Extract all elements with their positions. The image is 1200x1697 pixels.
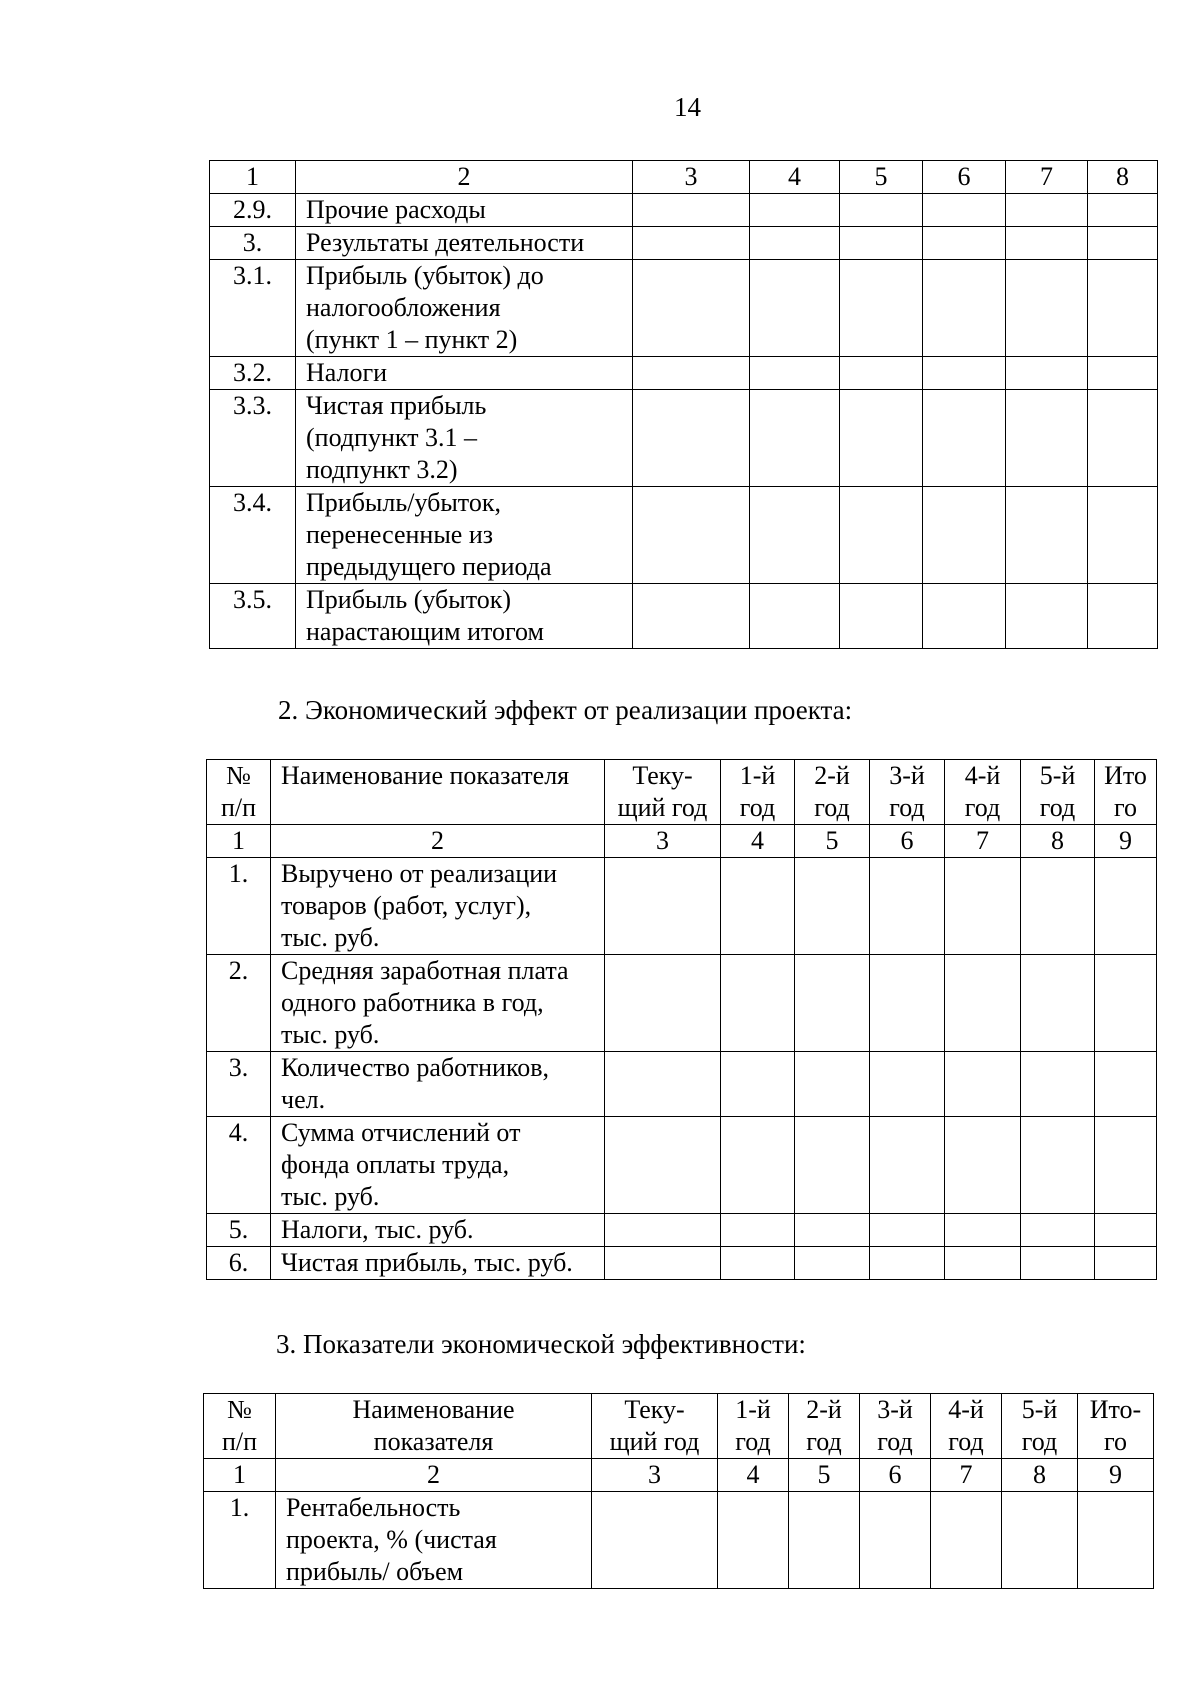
value-cell [840, 487, 923, 584]
column-number-cell: 2 [276, 1459, 592, 1492]
value-cell [945, 955, 1021, 1052]
indicator-name-cell-line: Сумма отчислений от [281, 1118, 521, 1147]
column-header-cell [945, 760, 1021, 825]
column-header-cell-line: 5-й [1039, 761, 1076, 790]
value-cell [1006, 227, 1088, 260]
value-cell [1006, 260, 1088, 357]
row-number-cell: 5. [207, 1214, 271, 1247]
value-cell [633, 357, 750, 390]
table-row [207, 955, 1157, 1052]
indicator-name-cell-line: Прибыль/убыток, [306, 488, 501, 517]
table-row [210, 260, 1158, 357]
column-number-row [204, 1459, 1154, 1492]
value-cell [945, 1117, 1021, 1214]
value-cell [931, 1492, 1002, 1589]
table-row [210, 357, 1158, 390]
value-cell [923, 194, 1006, 227]
indicator-name-cell-line: Количество работников, [281, 1053, 550, 1082]
value-cell [1006, 487, 1088, 584]
column-number-cell: 8 [1021, 825, 1095, 858]
column-number-cell: 5 [789, 1459, 860, 1492]
column-number-cell: 7 [945, 825, 1021, 858]
value-cell [605, 1247, 721, 1280]
value-cell [840, 260, 923, 357]
value-cell [721, 1214, 795, 1247]
table-row [207, 858, 1157, 955]
indicator-name-cell-line: тыс. руб. [281, 923, 380, 952]
table-row [210, 487, 1158, 584]
indicator-name-cell-line: товаров (работ, услуг), [281, 891, 532, 920]
indicator-name-cell [296, 227, 633, 260]
value-cell [840, 584, 923, 649]
table-row [207, 1247, 1157, 1280]
value-cell [945, 1214, 1021, 1247]
column-header-cell [721, 760, 795, 825]
column-header-cell-line: год [964, 793, 1001, 822]
column-header-cell-line: Теку- [624, 1395, 685, 1424]
column-header-cell-line: 2-й [814, 761, 850, 790]
value-cell [1088, 194, 1158, 227]
column-number-cell: 8 [1002, 1459, 1078, 1492]
table-row [207, 1052, 1157, 1117]
value-cell [1095, 1052, 1157, 1117]
indicator-name-cell-line: Результаты деятельности [306, 228, 585, 257]
indicator-name-cell-line: тыс. руб. [281, 1182, 380, 1211]
value-cell [795, 1117, 870, 1214]
indicator-name-cell-line: фонда оплаты труда, [281, 1150, 510, 1179]
indicator-name-cell-line: чел. [281, 1085, 326, 1114]
column-header-cell-line: 5-й [1021, 1395, 1058, 1424]
column-header-cell-line: год [806, 1427, 842, 1456]
column-number-cell: 3 [592, 1459, 718, 1492]
column-header-cell [271, 760, 605, 825]
column-number-cell: 6 [923, 161, 1006, 194]
value-cell [1021, 1214, 1095, 1247]
column-number-cell: 2 [271, 825, 605, 858]
column-header-cell-line: 4-й [948, 1395, 984, 1424]
column-header-cell [931, 1394, 1002, 1459]
table-row [204, 1492, 1154, 1589]
section-3-heading: 3. Показатели экономической эффективности: [276, 1329, 806, 1359]
value-cell [633, 390, 750, 487]
value-cell [840, 357, 923, 390]
value-cell [605, 1117, 721, 1214]
value-cell [1088, 260, 1158, 357]
row-number-cell: 3.1. [210, 260, 296, 357]
indicator-name-cell [271, 1247, 605, 1280]
column-number-cell: 2 [296, 161, 633, 194]
value-cell [795, 1247, 870, 1280]
column-header-cell-line: год [1039, 793, 1076, 822]
column-number-row [210, 161, 1158, 194]
value-cell [750, 227, 840, 260]
column-header-cell-line: 3-й [877, 1395, 913, 1424]
value-cell [1095, 955, 1157, 1052]
value-cell [718, 1492, 789, 1589]
indicator-name-cell-line: Чистая прибыль, тыс. руб. [281, 1248, 573, 1277]
row-number-cell: 3. [210, 227, 296, 260]
indicator-name-cell-line: тыс. руб. [281, 1020, 380, 1049]
value-cell [721, 1247, 795, 1280]
column-header-cell [204, 1394, 276, 1459]
value-cell [870, 1214, 945, 1247]
indicator-name-cell-line: Налоги, тыс. руб. [281, 1215, 474, 1244]
value-cell [592, 1492, 718, 1589]
value-cell [945, 858, 1021, 955]
indicator-name-cell-line: одного работника в год, [281, 988, 544, 1017]
value-cell [721, 955, 795, 1052]
value-cell [1088, 227, 1158, 260]
column-header-cell-line: год [877, 1427, 913, 1456]
indicator-name-cell [271, 1052, 605, 1117]
value-cell [1021, 1117, 1095, 1214]
column-header-cell-line: Наименование показателя [281, 761, 570, 790]
column-header-cell-line: го [1103, 1427, 1128, 1456]
column-number-cell: 6 [870, 825, 945, 858]
column-header-cell-line: показателя [373, 1427, 494, 1456]
value-cell [1021, 1052, 1095, 1117]
indicator-name-cell-line: Средняя заработная плата [281, 956, 569, 985]
value-cell [633, 260, 750, 357]
column-header-cell-line: год [948, 1427, 984, 1456]
value-cell [721, 1052, 795, 1117]
table-row [210, 194, 1158, 227]
value-cell [870, 858, 945, 955]
column-header-cell [795, 760, 870, 825]
row-number-cell: 6. [207, 1247, 271, 1280]
indicator-name-cell-line: Прибыль (убыток) до [306, 261, 544, 290]
column-header-cell-line: 2-й [806, 1395, 842, 1424]
indicator-name-cell [296, 194, 633, 227]
value-cell [750, 390, 840, 487]
value-cell [633, 227, 750, 260]
column-header-cell-line: п/п [221, 1427, 258, 1456]
value-cell [870, 1117, 945, 1214]
value-cell [633, 584, 750, 649]
value-cell [1021, 858, 1095, 955]
indicator-name-cell [276, 1492, 592, 1589]
indicator-name-cell-line: Прибыль (убыток) [306, 585, 512, 614]
value-cell [750, 260, 840, 357]
column-number-cell: 4 [721, 825, 795, 858]
column-number-cell: 1 [210, 161, 296, 194]
value-cell [721, 1117, 795, 1214]
indicator-name-cell [271, 858, 605, 955]
indicator-name-cell-line: (пункт 1 – пункт 2) [306, 325, 518, 354]
column-number-cell: 1 [207, 825, 271, 858]
row-number-cell: 3.4. [210, 487, 296, 584]
value-cell [795, 858, 870, 955]
column-header-cell-line: Ито- [1089, 1395, 1142, 1424]
row-number-cell: 3.3. [210, 390, 296, 487]
column-number-cell: 7 [1006, 161, 1088, 194]
value-cell [840, 390, 923, 487]
value-cell [1002, 1492, 1078, 1589]
value-cell [750, 487, 840, 584]
column-number-cell: 9 [1078, 1459, 1154, 1492]
column-header-cell [1002, 1394, 1078, 1459]
indicator-name-cell-line: (подпункт 3.1 – [306, 423, 478, 452]
value-cell [605, 858, 721, 955]
row-number-cell: 3. [207, 1052, 271, 1117]
indicator-name-cell-line: Рентабельность [286, 1493, 461, 1522]
column-header-cell-line: п/п [220, 793, 257, 822]
indicator-name-cell [296, 357, 633, 390]
column-number-cell: 7 [931, 1459, 1002, 1492]
indicator-name-cell [296, 260, 633, 357]
row-number-cell: 2.9. [210, 194, 296, 227]
indicator-name-cell-line: проекта, % (чистая [286, 1525, 497, 1554]
value-cell [1006, 584, 1088, 649]
financial-results-table [209, 160, 1158, 649]
column-header-cell [860, 1394, 931, 1459]
value-cell [923, 227, 1006, 260]
value-cell [605, 955, 721, 1052]
value-cell [1088, 584, 1158, 649]
column-number-cell: 5 [840, 161, 923, 194]
column-header-cell [1095, 760, 1157, 825]
value-cell [721, 858, 795, 955]
column-header-cell-line: № [226, 761, 251, 790]
row-number-cell: 3.2. [210, 357, 296, 390]
column-number-row [207, 825, 1157, 858]
indicator-name-cell [271, 1214, 605, 1247]
table-row [210, 584, 1158, 649]
column-header-cell-line: 1-й [735, 1395, 771, 1424]
indicator-name-cell-line: Прочие расходы [306, 195, 486, 224]
column-header-cell [1021, 760, 1095, 825]
row-number-cell: 3.5. [210, 584, 296, 649]
value-cell [750, 194, 840, 227]
column-header-cell-line: щий год [609, 1427, 700, 1456]
column-number-cell: 5 [795, 825, 870, 858]
value-cell [795, 1214, 870, 1247]
table-row [210, 390, 1158, 487]
value-cell [750, 357, 840, 390]
column-header-cell-line: год [814, 793, 850, 822]
page-number: 14 [674, 92, 701, 122]
column-number-cell: 6 [860, 1459, 931, 1492]
value-cell [870, 1052, 945, 1117]
value-cell [795, 1052, 870, 1117]
row-number-cell: 1. [204, 1492, 276, 1589]
column-header-cell-line: год [735, 1427, 771, 1456]
indicator-name-cell-line: Налоги [306, 358, 388, 387]
column-header-cell [605, 760, 721, 825]
value-cell [1006, 390, 1088, 487]
indicator-name-cell [271, 1117, 605, 1214]
table-row [210, 227, 1158, 260]
column-number-cell: 4 [718, 1459, 789, 1492]
column-header-cell [718, 1394, 789, 1459]
value-cell [860, 1492, 931, 1589]
value-cell [923, 357, 1006, 390]
column-header-cell-line: 3-й [889, 761, 925, 790]
value-cell [1021, 1247, 1095, 1280]
value-cell [945, 1052, 1021, 1117]
value-cell [840, 227, 923, 260]
header-row [207, 760, 1157, 825]
column-header-cell-line: год [739, 793, 776, 822]
column-header-cell-line: 1-й [739, 761, 776, 790]
value-cell [1006, 194, 1088, 227]
economic-effect-table [206, 759, 1157, 1280]
column-header-cell-line: Теку- [632, 761, 693, 790]
value-cell [750, 584, 840, 649]
value-cell [1095, 1214, 1157, 1247]
column-header-cell [207, 760, 271, 825]
indicator-name-cell-line: нарастающим итогом [306, 617, 544, 646]
column-header-cell-line: № [227, 1395, 252, 1424]
column-header-cell-line: год [1021, 1427, 1058, 1456]
column-header-cell [592, 1394, 718, 1459]
column-header-cell-line: 4-й [964, 761, 1001, 790]
value-cell [1006, 357, 1088, 390]
column-number-cell: 3 [633, 161, 750, 194]
indicator-name-cell-line: Выручено от реализации [281, 859, 558, 888]
value-cell [1095, 1117, 1157, 1214]
value-cell [633, 194, 750, 227]
indicator-name-cell-line: Чистая прибыль [306, 391, 487, 420]
value-cell [605, 1214, 721, 1247]
efficiency-indicators-table [203, 1393, 1154, 1589]
value-cell [870, 1247, 945, 1280]
indicator-name-cell-line: налогообложения [306, 293, 501, 322]
indicator-name-cell [296, 487, 633, 584]
indicator-name-cell-line: перенесенные из [306, 520, 494, 549]
indicator-name-cell-line: подпункт 3.2) [306, 455, 458, 484]
indicator-name-cell [296, 584, 633, 649]
value-cell [1088, 390, 1158, 487]
row-number-cell: 2. [207, 955, 271, 1052]
value-cell [923, 260, 1006, 357]
row-number-cell: 1. [207, 858, 271, 955]
table-row [207, 1214, 1157, 1247]
value-cell [605, 1052, 721, 1117]
value-cell [1078, 1492, 1154, 1589]
value-cell [945, 1247, 1021, 1280]
column-header-cell [870, 760, 945, 825]
column-number-cell: 1 [204, 1459, 276, 1492]
indicator-name-cell [271, 955, 605, 1052]
value-cell [1095, 858, 1157, 955]
column-header-cell [789, 1394, 860, 1459]
column-header-cell-line: го [1113, 793, 1138, 822]
section-2-heading: 2. Экономический эффект от реализации проекта: [278, 695, 853, 725]
column-header-cell [1078, 1394, 1154, 1459]
value-cell [633, 487, 750, 584]
column-header-cell [276, 1394, 592, 1459]
column-number-cell: 4 [750, 161, 840, 194]
indicator-name-cell-line: прибыль/ объем [286, 1557, 464, 1586]
indicator-name-cell [296, 390, 633, 487]
value-cell [1021, 955, 1095, 1052]
column-header-cell-line: Наименование [352, 1395, 515, 1424]
value-cell [840, 194, 923, 227]
header-row [204, 1394, 1154, 1459]
column-number-cell: 8 [1088, 161, 1158, 194]
value-cell [923, 584, 1006, 649]
table-row [207, 1117, 1157, 1214]
value-cell [1095, 1247, 1157, 1280]
column-header-cell-line: щий год [617, 793, 708, 822]
value-cell [923, 487, 1006, 584]
column-number-cell: 9 [1095, 825, 1157, 858]
column-header-cell-line: Ито [1104, 761, 1147, 790]
value-cell [1088, 357, 1158, 390]
column-number-cell: 3 [605, 825, 721, 858]
row-number-cell: 4. [207, 1117, 271, 1214]
value-cell [789, 1492, 860, 1589]
indicator-name-cell-line: предыдущего периода [306, 552, 552, 581]
value-cell [795, 955, 870, 1052]
value-cell [923, 390, 1006, 487]
value-cell [870, 955, 945, 1052]
column-header-cell-line: год [889, 793, 925, 822]
value-cell [1088, 487, 1158, 584]
